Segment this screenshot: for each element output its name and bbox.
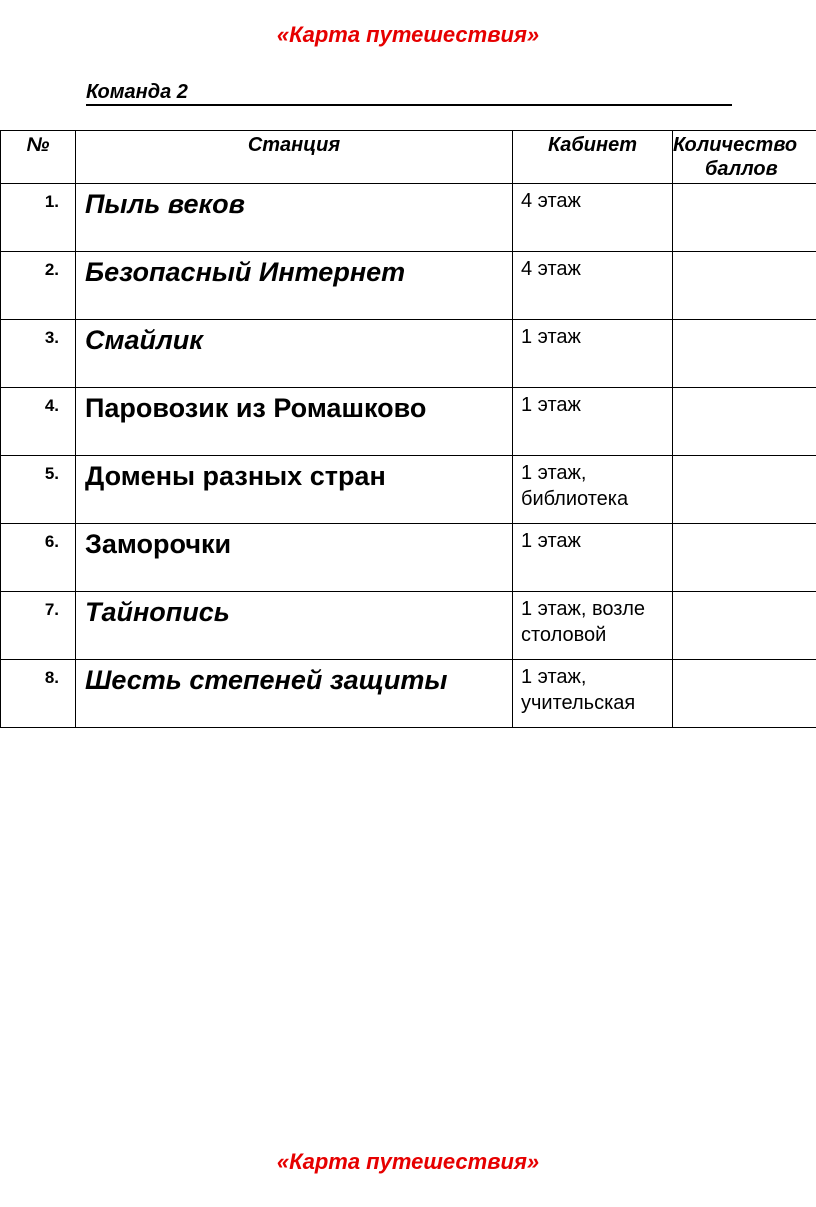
table-row xyxy=(1,184,816,252)
score-cell[interactable] xyxy=(673,660,816,728)
station-name: Пыль веков xyxy=(76,184,513,252)
room-location: 4 этаж xyxy=(513,252,673,320)
column-header-number: № xyxy=(1,131,76,184)
score-cell[interactable] xyxy=(673,592,816,660)
route-table xyxy=(0,130,816,728)
station-name: Домены разных стран xyxy=(76,456,513,524)
table-row xyxy=(1,524,816,592)
station-name: Заморочки xyxy=(76,524,513,592)
column-header-station: Станция xyxy=(76,131,513,184)
footer-title: «Карта путешествия» xyxy=(276,1149,540,1174)
column-header-score xyxy=(673,131,816,184)
room-location: 1 этаж xyxy=(513,388,673,456)
column-header-score-line1: Количество xyxy=(673,134,798,156)
page-title: «Карта путешествия» xyxy=(276,22,540,47)
station-name: Смайлик xyxy=(76,320,513,388)
table-row xyxy=(1,456,816,524)
row-number: 8. xyxy=(1,660,76,728)
row-number: 4. xyxy=(1,388,76,456)
table-row xyxy=(1,592,816,660)
station-name: Паровозик из Ромашково xyxy=(76,388,513,456)
score-cell[interactable] xyxy=(673,252,816,320)
score-cell[interactable] xyxy=(673,388,816,456)
room-location: 1 этаж, возле столовой xyxy=(513,592,673,660)
row-number: 6. xyxy=(1,524,76,592)
table-header-row xyxy=(1,131,816,184)
column-header-score-line2: баллов xyxy=(705,158,778,180)
room-location: 1 этаж, учительская xyxy=(513,660,673,728)
score-cell[interactable] xyxy=(673,456,816,524)
row-number: 1. xyxy=(1,184,76,252)
station-name: Шесть степеней защиты xyxy=(76,660,513,728)
row-number: 3. xyxy=(1,320,76,388)
table-row xyxy=(1,388,816,456)
room-location: 1 этаж xyxy=(513,524,673,592)
room-location: 1 этаж, библиотека xyxy=(513,456,673,524)
table-row xyxy=(1,660,816,728)
team-label: Команда 2 xyxy=(86,80,732,106)
room-location: 4 этаж xyxy=(513,184,673,252)
column-header-room: Кабинет xyxy=(513,131,673,184)
table-row xyxy=(1,320,816,388)
score-cell[interactable] xyxy=(673,320,816,388)
station-name: Безопасный Интернет xyxy=(76,252,513,320)
row-number: 2. xyxy=(1,252,76,320)
table-row xyxy=(1,252,816,320)
station-name: Тайнопись xyxy=(76,592,513,660)
score-cell[interactable] xyxy=(673,184,816,252)
score-cell[interactable] xyxy=(673,524,816,592)
room-location: 1 этаж xyxy=(513,320,673,388)
row-number: 7. xyxy=(1,592,76,660)
row-number: 5. xyxy=(1,456,76,524)
